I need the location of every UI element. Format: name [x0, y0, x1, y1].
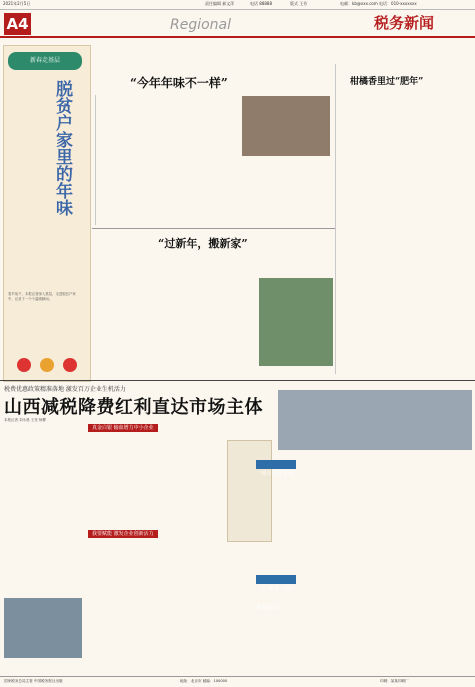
section-title: 税务新闻 — [374, 14, 435, 32]
main-byline: 本报记者 刘永晨 王莹 杨柳 — [4, 418, 46, 422]
strip-item: 版式 王芳 — [290, 1, 308, 6]
contact-line: 电邮：kb@xxx.com 电话：010-xxxxxxx — [340, 1, 417, 6]
top-strip — [0, 0, 475, 10]
main-story-photo — [278, 390, 472, 450]
story-divider — [92, 228, 335, 229]
column-divider — [95, 95, 96, 225]
footer — [0, 676, 475, 687]
feature-headline-2: 柑橘香里过“肥年” — [350, 77, 424, 87]
footer-left: 国家税务总局主管 中国税务报社出版 — [4, 679, 63, 683]
feature-note: 春节前夕，本报记者深入基层，走进脱贫户家中，记录下一个个温暖瞬间。 — [8, 292, 76, 301]
strip-item: 电话 88888 — [250, 1, 272, 6]
main-title: 山西减税降费红利直达市场主体 — [4, 397, 263, 418]
bottom-photo — [4, 598, 82, 658]
side-photo-box — [227, 440, 272, 542]
column-divider — [335, 64, 336, 374]
page-number: A4 — [4, 13, 31, 35]
footer-right: 印刷：某某印刷厂 — [380, 679, 409, 683]
subhead: 我要赋能 激发企业创新活力 — [88, 530, 158, 538]
right-subhead: “税月同行”护航 — [259, 471, 295, 477]
main-kicker: 税费优惠政策精准落地 激发百万企业生机活力 — [4, 386, 126, 393]
decorative-lantern-icon — [10, 355, 84, 375]
feature-label-badge — [8, 52, 82, 70]
subhead: 真金白银 输血增力中小企业 — [88, 424, 158, 432]
right-subhead: 上门服务 文旅行业重返活力 — [256, 586, 296, 611]
feature-vertical-title: 脱贫户家里的年味 — [52, 80, 72, 216]
footer-mid: 地址：北京市 邮编：100000 — [180, 679, 228, 683]
feature-headline-1: “今年年味不一样” — [130, 76, 228, 90]
header-rule — [0, 36, 475, 38]
feature-headline-3: “过新年，搬新家” — [158, 237, 248, 250]
feature-photo — [242, 96, 330, 156]
feature-photo — [259, 278, 333, 366]
feature-label: 新春走基层 — [29, 57, 60, 64]
date-line: 2021年2月5日 — [3, 1, 31, 6]
regional-label: Regional — [170, 17, 232, 33]
right-subhead-badge — [256, 460, 296, 477]
right-subhead-badge — [256, 575, 296, 611]
section-divider — [0, 380, 475, 381]
strip-item: 责任编辑 郝文萍 — [205, 1, 235, 6]
